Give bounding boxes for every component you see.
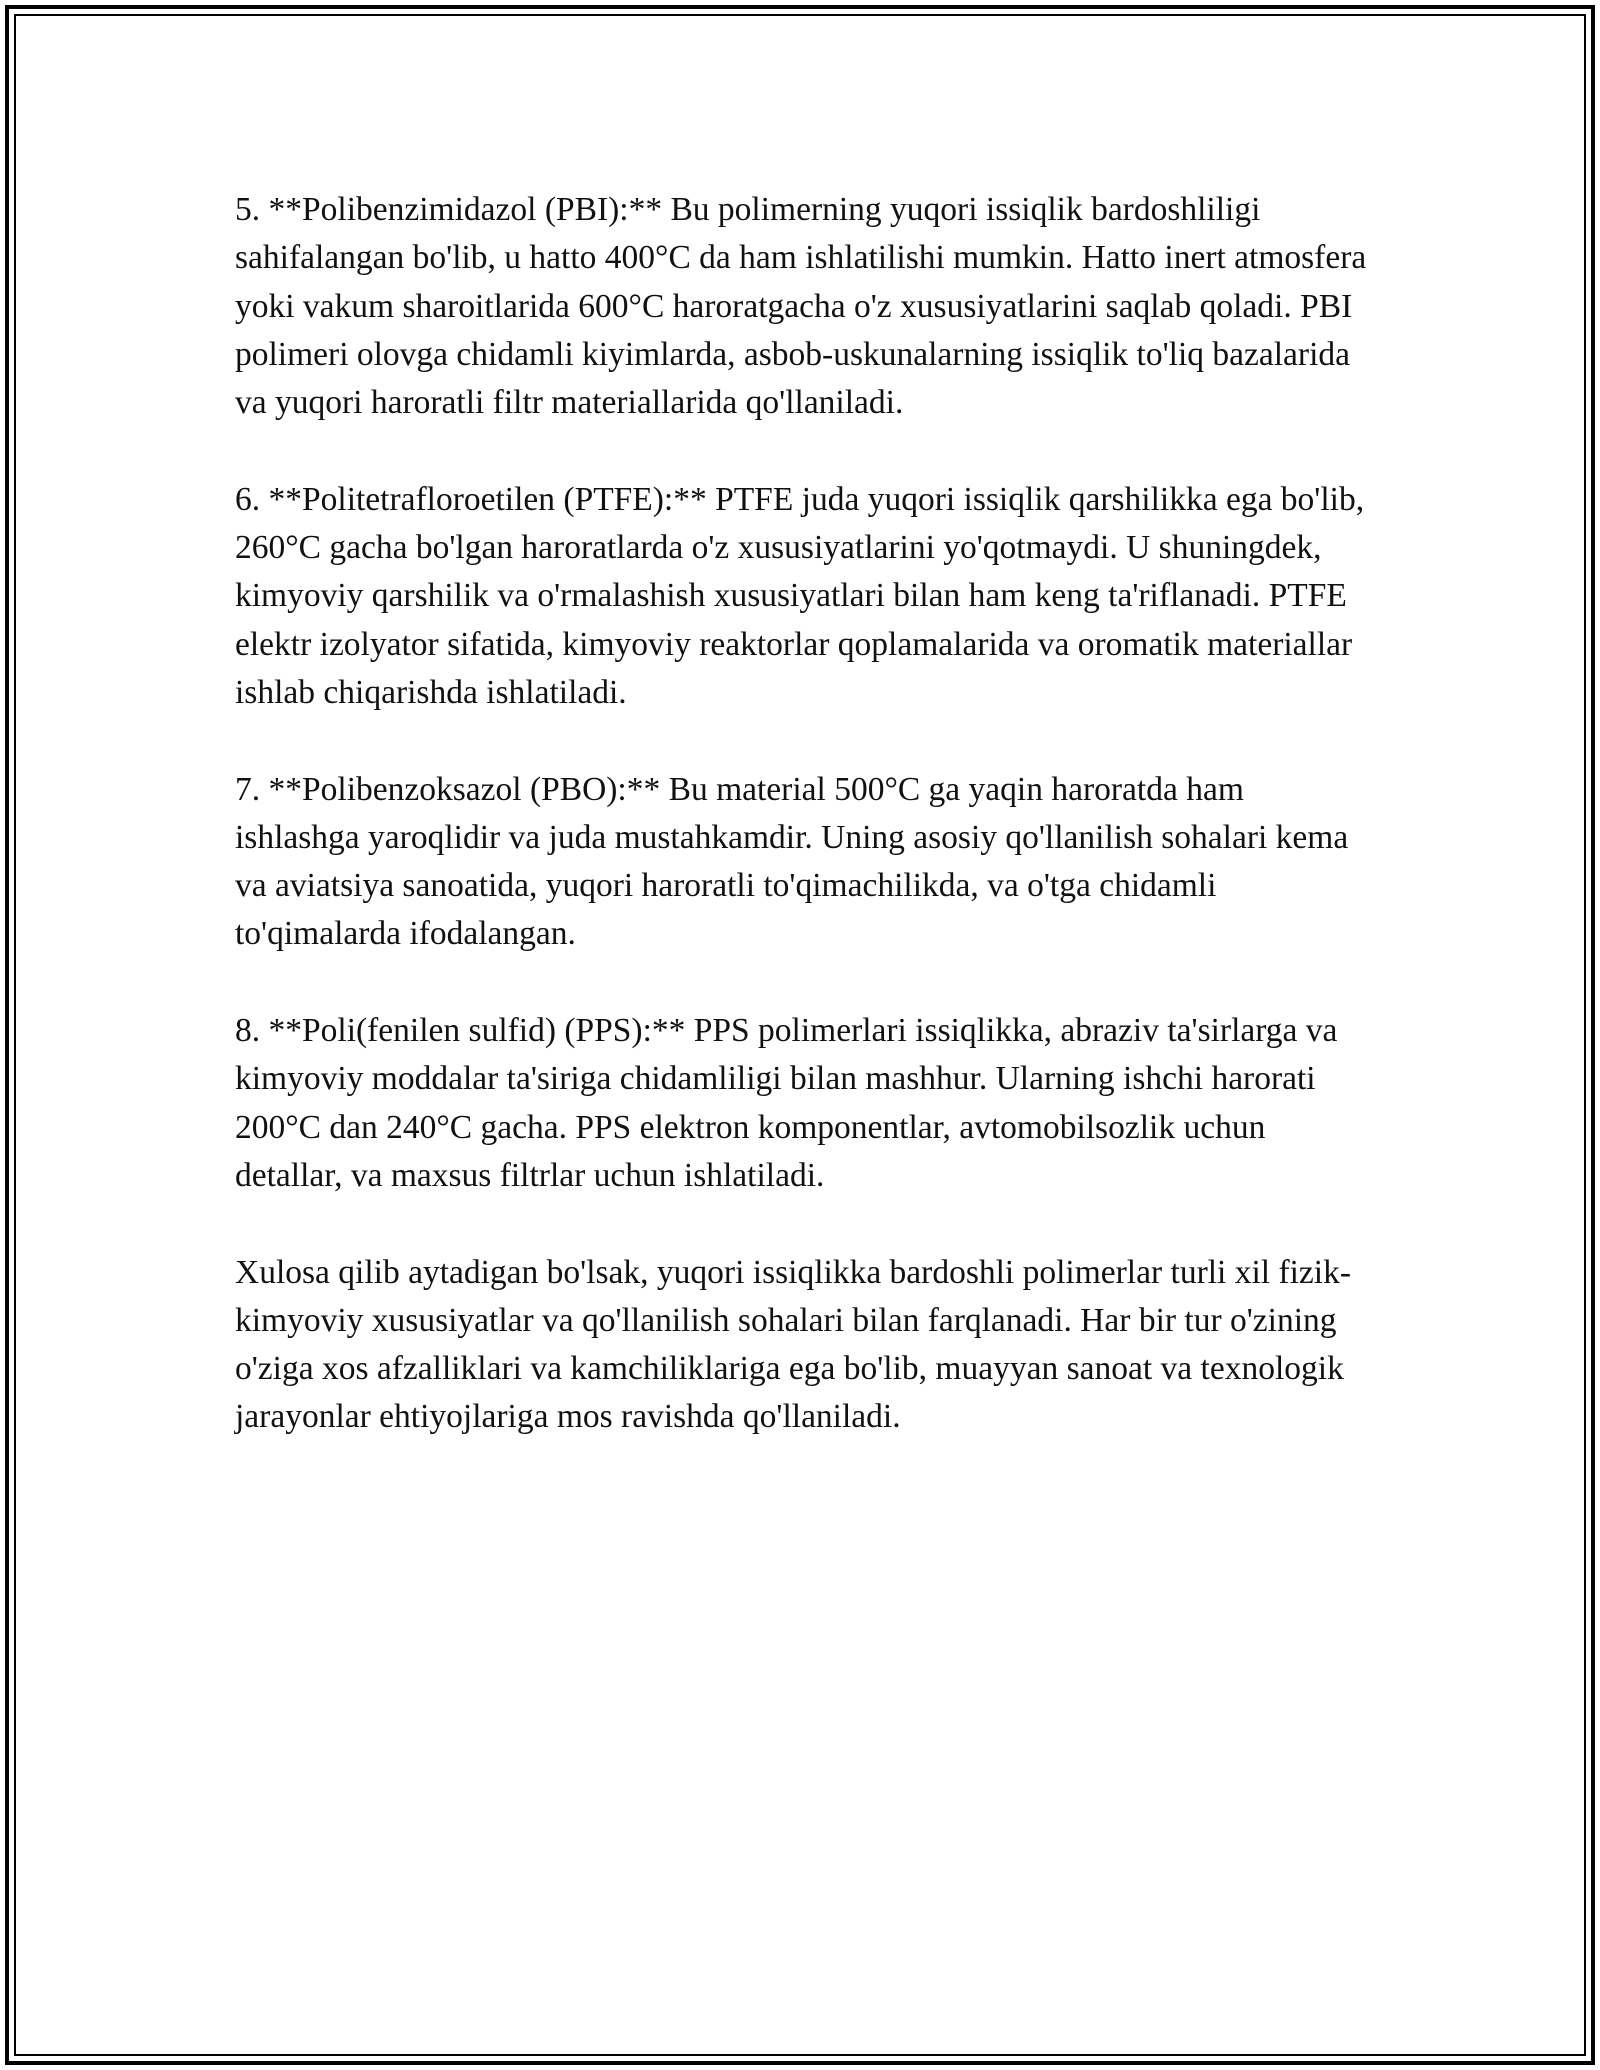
paragraph-ptfe: 6. **Politetrafloroetilen (PTFE):** PTFE juda yuqori issiqlik qarshilikka ega bo'lib, 260°C gacha bo'lgan haroratlarda o'z xususiyatlarini yo'qotmaydi. U shuningdek, kimyoviy qarshilik va o'rmalashish xususiyatlari bilan ham keng ta'riflanadi. PTFE elektr izolyator sifatida, kimyoviy reaktorlar qoplamalarida va oromatik materiallar ishlab chiqarishda ishlatiladi. [235,480,1365,711]
paragraph-conclusion: Xulosa qilib aytadigan bo'lsak, yuqori issiqlikka bardoshli polimerlar turli xil fizik-kimyoviy xususiyatlar va qo'llanilish sohalari bilan farqlanadi. Har bir tur o'zining o'ziga xos afzalliklari va kamchiliklariga ega bo'lib, muayyan sanoat va texnologik jarayonlar ehtiyojlariga mos ravishda qo'llaniladi. [235,1253,1352,1436]
paragraph-pbi: 5. **Polibenzimidazol (PBI):** Bu polimerning yuqori issiqlik bardoshliligi sahifalangan bo'lib, u hatto 400°C da ham ishlatilishi mumkin. Hatto inert atmosfera yoki vakum sharoitlarida 600°C haroratgacha o'z xususiyatlarini saqlab qoladi. PBI polimeri olovga chidamli kiyimlarda, asbob-uskunalarning issiqlik to'liq bazalarida va yuqori haroratli filtr materiallarida qo'llaniladi. [235,191,1367,422]
paragraph-pbo: 7. **Polibenzoksazol (PBO):** Bu material 500°C ga yaqin haroratda ham ishlashga yaroqlidir va juda mustahkamdir. Uning asosiy qo'llanilish sohalari kema va aviatsiya sanoatida, yuqori haroratli to'qimachilikda, va o'tga chidamli to'qimalarda ifodalangan. [235,770,1349,953]
paragraph-pps: 8. **Poli(fenilen sulfid) (PPS):** PPS polimerlari issiqlikka, abraziv ta'sirlarga va kimyoviy moddalar ta'siriga chidamliligi bilan mashhur. Ularning ishchi harorati 200°C dan 240°C gacha. PPS elektron komponentlar, avtomobilsozlik uchun detallar, va maxsus filtrlar uchun ishlatiladi. [235,1012,1338,1194]
document-body [235,186,1375,1490]
